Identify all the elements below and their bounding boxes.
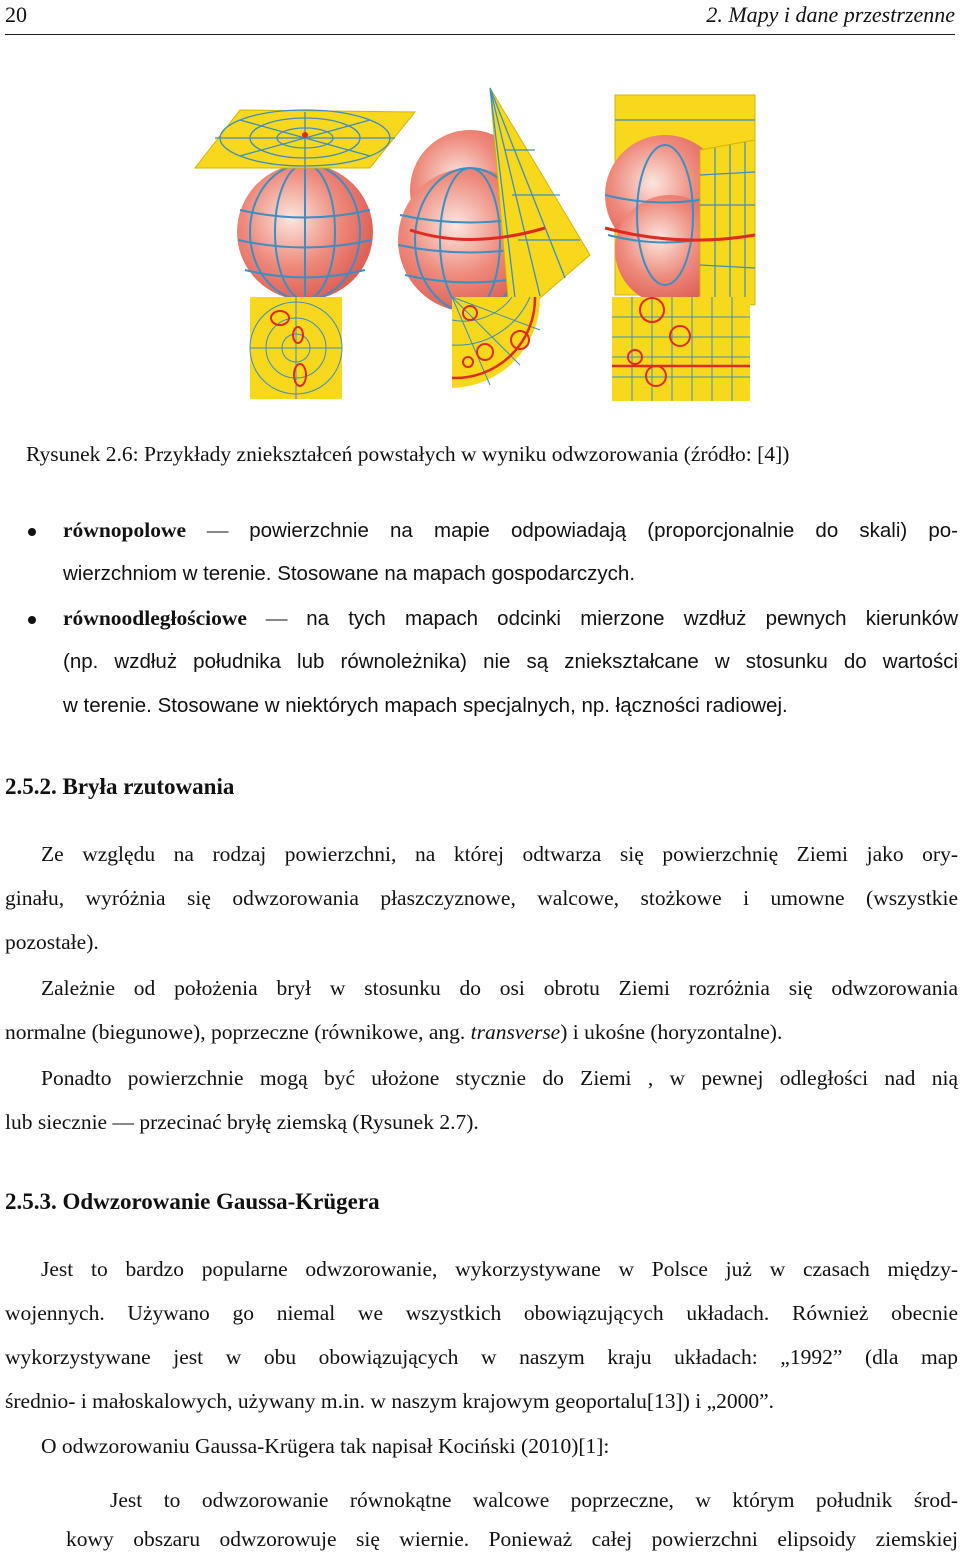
paragraph-line: O odwzorowaniu Gaussa-Krügera tak napisał Kociński (2010)[1]: [41, 1434, 610, 1458]
paragraph-line: pozostałe). [5, 930, 99, 954]
cylindrical-distortion-map [612, 297, 750, 401]
figure-caption: Rysunek 2.6: Przykłady zniekształceń powstałych w wyniku odwzorowania (źródło: [4]) [26, 442, 790, 466]
planar-distortion-map [250, 297, 342, 399]
running-header [5, 0, 955, 35]
paragraph-line: Zależnie od położenia brył w stosunku do osi obrotu Ziemi rozróżnia się odwzorowania [41, 976, 958, 1000]
cylindrical-projection-globe [605, 95, 755, 305]
paragraph-line: ginału, wyróżnia się odwzorowania płaszczyznowe, walcowe, stożkowe i umowne (wszystkie [5, 886, 958, 910]
paragraph-line: normalne (biegunowe), poprzeczne (równikowe, ang. transverse) i ukośne (horyzontalne). [5, 1020, 783, 1044]
paragraph-line: wojennych. Używano go niemal we wszystkich obowiązujących układach. Również obecnie [5, 1301, 958, 1325]
bullet-equal-area-line2: wierzchniom w terenie. Stosowane na mapach gospodarczych. [63, 562, 636, 585]
paragraph-line: Jest to bardzo popularne odwzorowanie, wykorzystywane w Polsce już w czasach między- [41, 1257, 958, 1281]
bullet-equal-area-line1: równopolowe — powierzchnie na mapie odpowiadają (proporcjonalnie do skali) po- [63, 518, 959, 542]
bullet-marker [28, 528, 36, 536]
bullet-marker [28, 616, 36, 624]
conic-projection-globe [398, 88, 590, 312]
bullet-equidistant-line3: w terenie. Stosowane w niektórych mapach specjalnych, np. łączności radiowej. [63, 694, 788, 717]
section-heading: 2.5.2. Bryła rzutowania [5, 774, 235, 799]
bullet-equidistant-line2: (np. wzdłuż południka lub równoleżnika) nie są zniekształcane w stosunku do wartości [63, 650, 958, 673]
paragraph-line: wykorzystywane jest w obu obowiązujących w naszym kraju układach: „1992” (dla map [5, 1345, 958, 1369]
planar-projection-globe [195, 110, 415, 300]
page-number: 20 [5, 2, 27, 27]
bullet-equidistant-line1: równoodległościowe — na tych mapach odcinki mierzone wzdłuż pewnych kierunków [63, 606, 958, 630]
conic-distortion-map [452, 297, 540, 388]
paragraph-line: Ponadto powierzchnie mogą być ułożone stycznie do Ziemi , w pewnej odległości nad nią [41, 1066, 958, 1090]
paragraph-line: średnio- i małoskalowych, używany m.in. w naszym krajowym geoportalu[13]) i „2000”. [5, 1389, 775, 1413]
quote-line: Jest to odwzorowanie równokątne walcowe poprzeczne, w którym południk środ- [110, 1488, 958, 1512]
quote-line: kowy obszaru odwzorowuje się wiernie. Ponieważ całej powierzchni elipsoidy ziemskiej [66, 1527, 958, 1551]
chapter-title: 2. Mapy i dane przestrzenne [706, 2, 955, 27]
projection-figure [0, 82, 960, 412]
paragraph-line: Ze względu na rodzaj powierzchni, na której odtwarza się powierzchnię Ziemi jako ory- [41, 842, 958, 866]
section-heading: 2.5.3. Odwzorowanie Gaussa-Krügera [5, 1189, 380, 1214]
paragraph-line: lub siecznie — przecinać bryłę ziemską (Rysunek 2.7). [5, 1110, 479, 1134]
